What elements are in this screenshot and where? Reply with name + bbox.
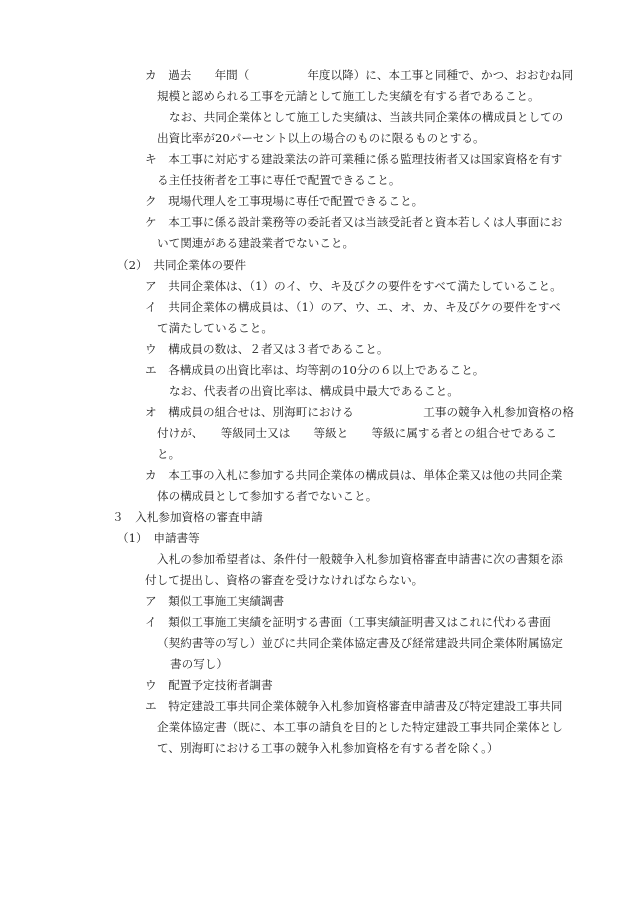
paragraph-line-1: 入札の参加希望者は、条件付一般競争入札参加資格審査申請書に次の書類を添 [157,552,563,566]
subsection-1-heading: （1） 申請書等 [117,531,200,545]
section-2-heading: （2） 共同企業体の要件 [117,258,247,272]
item-ka2-line-2: 体の構成員として参加する者でないこと。 [157,489,378,503]
item-o-line-1: オ 構成員の組合せは、別海町における 工事の競争入札参加資格の格 [145,405,574,419]
item-o-line-3: と。 [157,447,181,461]
item-ka2-line-1: カ 本工事の入札に参加する共同企業体の構成員は、単体企業又は他の共同企業 [145,468,563,482]
doc-item-u-line: ウ 配置予定技術者調書 [145,678,273,692]
item-ke-line-1: ケ 本工事に係る設計業務等の委託者又は当該受託者と資本若しくは人事面にお [145,215,563,229]
item-o-line-2: 付けが、 等級同士又は 等級と 等級に属する者との組合せであるこ [157,426,557,440]
doc-item-i-line-1: イ 類似工事施工実績を証明する書面（工事実績証明書又はこれに代わる書面 [145,615,551,629]
paragraph-line-2: 付して提出し、資格の審査を受けなければならない。 [145,573,424,587]
item-i-line-1: イ 共同企業体の構成員は、（1）のア、ウ、エ、オ、カ、キ及びケの要件をすべ [145,300,561,314]
doc-item-a-line: ア 類似工事施工実績調書 [145,594,285,608]
item-ka-note-line-1: なお、共同企業体として施工した実績は、当該共同企業体の構成員としての [169,110,564,124]
item-ka-line-2: 規模と認められる工事を元請として施工した実績を有する者であること。 [157,89,540,103]
item-ki-line-1: キ 本工事に対応する建設業法の許可業種に係る監理技術者又は国家資格を有す [145,152,563,166]
section-3-heading: ３ 入札参加資格の審査申請 [112,510,263,524]
doc-item-e-line-2: 企業体協定書（既に、本工事の請負を目的とした特定建設工事共同企業体とし [157,720,563,734]
doc-item-i-line-2: （契約書等の写し）並びに共同企業体協定書及び経常建設共同企業体附属協定 [157,636,563,650]
doc-item-e-line-1: エ 特定建設工事共同企業体競争入札参加資格審査申請書及び特定建設工事共同 [145,699,563,713]
item-ka-line-1: カ 過去 年間（ 年度以降）に、本工事と同種で、かつ、おおむね同 [145,68,574,82]
item-ka-note-line-2: 出資比率が20パーセント以上の場合のものに限るものとする。 [157,131,485,145]
item-e-line: エ 各構成員の出資比率は、均等割の10分の６以上であること。 [145,363,485,377]
item-ki-line-2: る主任技術者を工事に専任で配置できること。 [157,173,401,187]
doc-item-e-line-3: て、別海町における工事の競争入札参加資格を有する者を除く。） [157,741,499,755]
item-ke-line-2: いて関連がある建設業者でないこと。 [157,236,355,250]
doc-item-i-line-3: 書の写し） [170,657,228,671]
item-ku-line: ク 現場代理人を工事現場に専任で配置できること。 [145,194,424,208]
item-i-line-2: て満たしていること。 [157,321,273,335]
item-a-line: ア 共同企業体は、（1）のイ、ウ、キ及びクの要件をすべて満たしていること。 [145,279,562,293]
item-e-note-line: なお、代表者の出資比率は、構成員中最大であること。 [169,384,459,398]
item-u-line: ウ 構成員の数は、２者又は３者であること。 [145,342,389,356]
